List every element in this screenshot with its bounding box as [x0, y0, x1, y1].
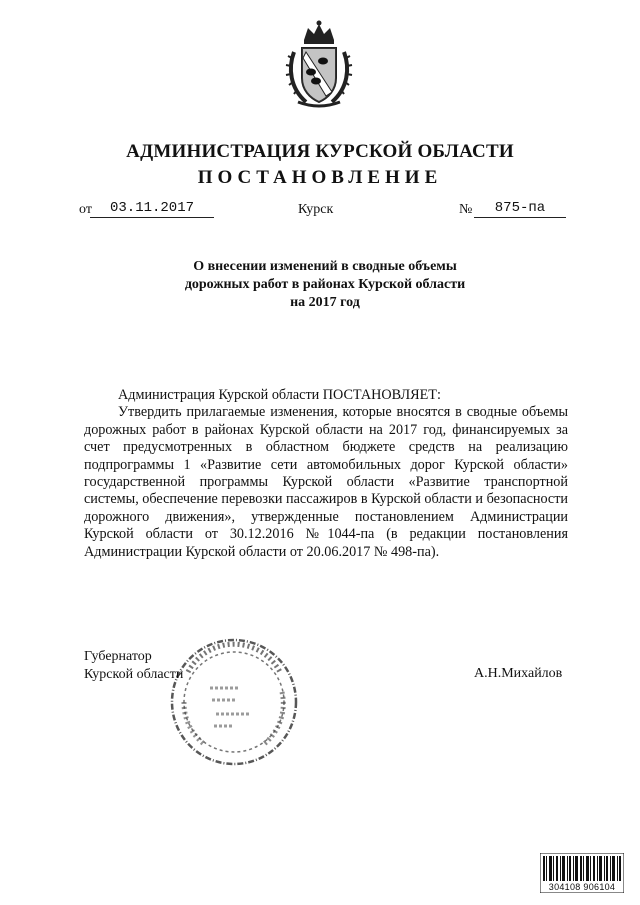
- barcode-number: 304108 906104: [548, 882, 616, 892]
- official-seal-icon: [164, 632, 304, 772]
- subject-line: на 2017 год: [290, 295, 360, 310]
- document-body: [84, 387, 568, 561]
- document-subject: [160, 258, 490, 312]
- coat-of-arms-icon: [284, 18, 354, 110]
- position-line: Курской области: [84, 667, 184, 682]
- number-label: №: [459, 202, 473, 217]
- organization-title: АДМИНИСТРАЦИЯ КУРСКОЙ ОБЛАСТИ: [126, 141, 514, 162]
- signatory-position: [84, 648, 183, 684]
- subject-line: О внесении изменений в сводные объемы: [193, 259, 457, 274]
- city: Курск: [298, 202, 334, 217]
- position-line: Губернатор: [84, 649, 152, 664]
- number-value: 875-па: [474, 200, 566, 218]
- subject-line: дорожных работ в районах Курской области: [184, 277, 466, 292]
- date-label: от: [79, 202, 92, 217]
- body-paragraph: Утвердить прилагаемые изменения, которые вносятся в сводные объемы дорожных работ в районах Курской области на 2017 год, финансируемых за счет предусмотренных в областном бюджете средств на реализацию подпрограммы 1 «Развитие сети автомобильных дорог Курской области» государственной программы Курской области «Развитие транспортной системы, обеспечение перевозки пассажиров в Курской области и безопасности дорожного движения», утвержденные постановлением Администрации Курской области от 30.12.2016 №1044-па (в редакции постановления Администрации Курской области от 20.06.2017 № 498-па).: [84, 404, 568, 560]
- document-type: ПОСТАНОВЛЕНИЕ: [197, 167, 443, 188]
- date-value: 03.11.2017: [90, 200, 214, 218]
- body-paragraph: Администрация Курской области ПОСТАНОВЛЯЕТ:: [118, 387, 441, 403]
- signatory-name: А.Н.Михайлов: [474, 666, 563, 681]
